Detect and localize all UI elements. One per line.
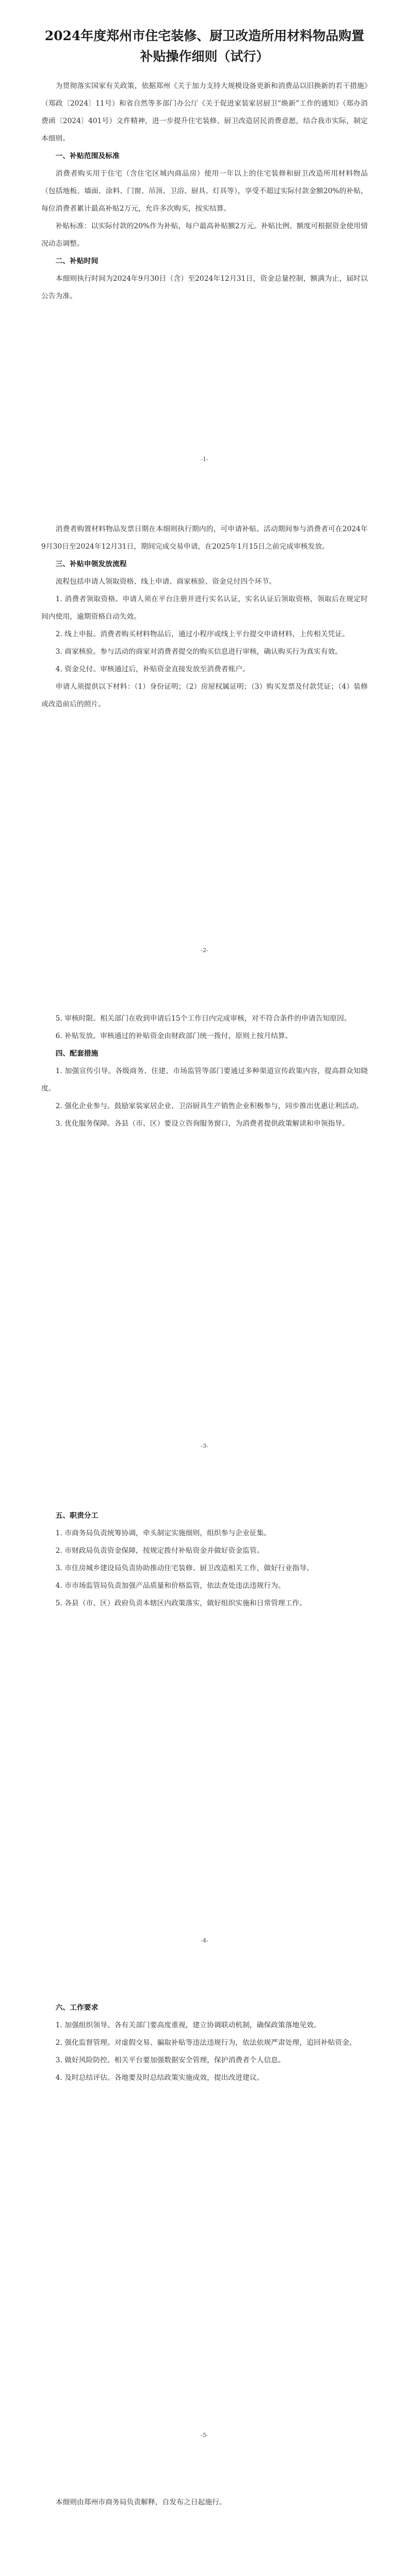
section-intro bbox=[41, 77, 368, 305]
page-number: -1- bbox=[201, 456, 208, 463]
heading-requirements: 六、工作要求 bbox=[55, 2004, 99, 2012]
heading-duties: 五、职责分工 bbox=[55, 1512, 99, 1520]
paragraph: 1. 加强宣传引导。各级商务、住建、市场监管等部门要通过多种渠道宣传政策内容，提高群众知晓度。 bbox=[41, 1067, 368, 1093]
paragraph: 1. 消费者领取资格。申请人须在平台注册并进行实名认证，实名认证后领取资格，领取后在规定时间内使用，逾期资格自动失效。 bbox=[41, 595, 368, 621]
page-number: -4- bbox=[201, 1937, 208, 1944]
paragraph: 4. 及时总结评估。各地要及时总结政策实施成效，提出改进建议。 bbox=[55, 2074, 264, 2082]
section-page-6 bbox=[41, 2494, 368, 2511]
section-page-3 bbox=[41, 1010, 368, 1132]
section-page-2 bbox=[41, 520, 368, 713]
page-number: -5- bbox=[201, 2432, 208, 2438]
paragraph: 3. 做好风险防控。相关平台要加强数据安全管理，保护消费者个人信息。 bbox=[55, 2056, 285, 2064]
paragraph: 1. 加强组织领导。各有关部门要高度重视，建立协调联动机制，确保政策落地见效。 bbox=[55, 2021, 321, 2029]
paragraph: 5. 各县（市、区）政府负责本辖区内政策落实，做好组织实施和日常管理工作。 bbox=[55, 1599, 307, 1607]
paragraph: 3. 优化服务保障。各县（市、区）要设立咨询服务窗口，为消费者提供政策解读和申领指导。 bbox=[55, 1120, 350, 1128]
paragraph: 4. 资金兑付。审核通过后，补贴资金直接发放至消费者账户。 bbox=[55, 665, 250, 673]
document-title: 2024年度郑州市住宅装修、厨卫改造所用材料物品购置补贴操作细则（试行） bbox=[44, 28, 365, 64]
paragraph: 3. 市住房城乡建设局负责协助推动住宅装修、厨卫改造相关工作，做好行业指导。 bbox=[55, 1564, 314, 1572]
paragraph: 流程包括申请人领取资格、线上申请、商家核验、资金兑付四个环节。 bbox=[55, 578, 276, 586]
paragraph: 消费者购买用于住宅（含住宅区城内商品房）使用一年以上的住宅装修和厨卫改造所用材料物品（包括地板、墙面、涂料、门窗、吊顶、卫浴、厨具、灯具等），享受不超过实际付款金额20%的补贴，每位消费者累计最高补贴2万元，允许多次购买，按实结算。 bbox=[41, 170, 368, 213]
paragraph: 1. 市商务局负责统筹协调，牵头制定实施细则，组织参与企业征集。 bbox=[55, 1529, 271, 1537]
page-number: -3- bbox=[201, 1443, 208, 1449]
paragraph: 消费者购置材料物品发票日期在本细则执行期内的，可申请补贴。活动期间参与消费者可在2024年9月30日至2024年12月31日，期间完成交易申请，在2025年1月15日之前完成审核发放。 bbox=[41, 525, 368, 551]
heading-scope: 一、补贴范围及标准 bbox=[55, 152, 120, 160]
paragraph: 申请人须提供以下材料：（1）身份证明；（2）房屋权属证明；（3）购买发票及付款凭证；（4）装修或改造前后的照片。 bbox=[41, 683, 368, 708]
paragraph: 补贴标准：以实际付款的20%作为补贴，每户最高补贴额2万元。补贴比例、额度可根据资金使用情况动态调整。 bbox=[41, 222, 368, 248]
paragraph: 2. 线上申报。消费者购买材料物品后，通过小程序或线上平台提交申请材料，上传相关凭证。 bbox=[55, 630, 350, 638]
section-page-4 bbox=[41, 1507, 368, 1612]
paragraph: 4. 市市场监管局负责加强产品质量和价格监管，依法查处违法违规行为。 bbox=[55, 1582, 285, 1590]
heading-measures: 四、配套措施 bbox=[55, 1049, 99, 1058]
section-page-5 bbox=[41, 1999, 368, 2087]
heading-time: 二、补贴时间 bbox=[55, 257, 99, 265]
paragraph: 6. 补贴发放。审核通过的补贴资金由财政部门统一拨付，原则上按月结算。 bbox=[55, 1032, 292, 1040]
paragraph: 5. 审核时限。相关部门在收到申请后15个工作日内完成审核，对不符合条件的申请告知原因。 bbox=[55, 1014, 351, 1023]
paragraph: 2. 强化企业参与。鼓励家装家居企业、卫浴厨具生产销售企业积极参与，同步推出优惠让利活动。 bbox=[55, 1102, 364, 1110]
paragraph: 本细则执行时间为2024年9月30日（含）至2024年12月31日，资金总量控制，额满为止，届时以公告为准。 bbox=[41, 275, 368, 300]
paragraph: 本细则由郑州市商务局负责解释，自发布之日起施行。 bbox=[55, 2498, 226, 2506]
paragraph: 3. 商家核验。参与活动的商家对消费者提交的购买信息进行审核，确认购买行为真实有效。 bbox=[55, 648, 342, 656]
page-number: -2- bbox=[201, 947, 208, 954]
paragraph: 2. 强化监督管理。对虚假交易、骗取补贴等违法违规行为，依法依规严肃处理，追回补贴资金。 bbox=[55, 2039, 356, 2047]
heading-process: 三、补贴申领发放流程 bbox=[55, 560, 127, 568]
paragraph: 2. 市财政局负责资金保障，按规定拨付补贴资金并做好资金监管。 bbox=[55, 1547, 264, 1555]
paragraph: 为贯彻落实国家有关政策，依据郑州《关于加力支持大规模设备更新和消费品以旧换新的若干措施》（郑政〔2024〕11号）和省自然等多部门办公厅《关于促进家装家居厨卫“焕新”工作的通知》（郑办消费函〔2024〕401号）文件精神，进一步提升住宅装修、厨卫改造居民消费意愿，结合我市实际，制定本细则。 bbox=[41, 82, 368, 143]
